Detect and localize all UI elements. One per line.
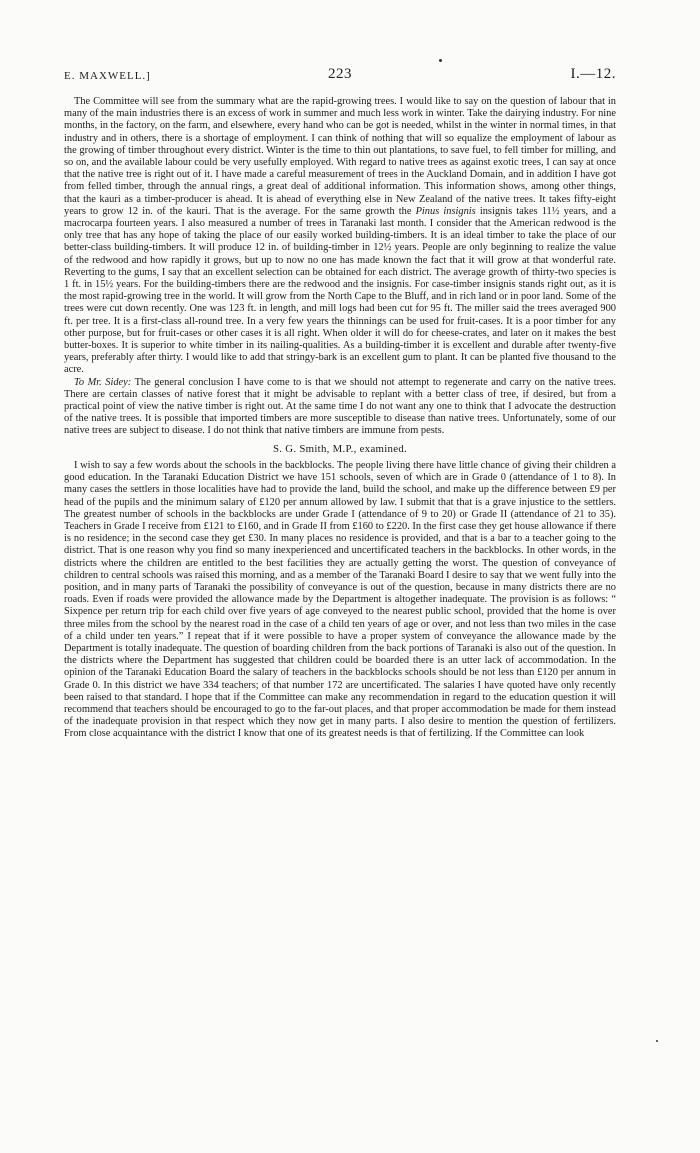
species-name: Pinus insignis <box>415 205 476 217</box>
section-heading: S. G. Smith, M.P., examined. <box>272 442 408 455</box>
document-reference: I.—12. <box>570 66 616 82</box>
paragraph-growth-rates: The Committee will see from the summary what are the rapid-growing trees. I would like to say on the question of labour that in many of the main industries there is an excess of work in summer and much less work in winter. Take the dairying industry. For nine months, in the factory, on the farm, and elsewhere, every hand who can be got is needed, whilst in the winter in normal times, in that industry and in others, there is a shortage of employment. I can think of nothing that will so equalize the employment of labour as the growing of timber throughout every district. Winter is the time to thin out plantations, to save fuel, to fell timber for milling, and so on, and the available labour could be very usefully employed. With regard to native trees as against exotic trees, I can say at once that the native tree is right out of it. I have made a careful measurement of trees in the Auckland Domain, and in addition I have got from felled timber, through the annual rings, a great deal of additional information. This information shows, among other things, that the kauri as a timber-producer is ahead. It is ahead of everything else in New Zealand of the native trees. It takes fifty-eight years to grow 12 in. of the kauri. That is the average. For the same growth the Pinus insignis insignis takes 11½ years, and a macrocarpa fourteen years. I also measured a number of trees in Taranaki last month. I consider that the American redwood is the only tree that has any hope of taking the place of our easily worked building-timbers. It is an ideal timber to take the place of our better-class building-timbers. It will produce 12 in. of building-timber in 12½ years. People are only beginning to realize the value of the redwood and how rapidly it grows, but up to now no one has made known the fact that it will grow at that wonderful rate. Reverting to the gums, I say that an excellent selection can be obtained for each district. The average growth of thirty-two species is 1 ft. in 15½ years. For the building-timbers there are the redwood and the insignis. For case-timber insignis stands right out, as it is the most rapid-growing tree in the world. It will grow from the North Cape to the Bluff, and in rich land or in poor land. Some of the trees were cut down recently. One was 123 ft. in length, and mill logs had been cut for 95 ft. The miller said the trees averaged 900 ft. per tree. It is a first-class all-round tree. In a very few years the thinnings can be used for fruit-cases. It is a poor timber for any other purpose, but for fruit-cases or other cases it is all right. When older it will do for cheese-crates, and later on it makes the best butter-boxes. It is superior to white timber in its nailing-qualities. As a building-timber it is excellent and durable after twenty-five years, preferably after thirty. I would like to add that stringy-bark is an excellent gum to plant. It can be planted five thousand to the acre. <box>64 96 616 376</box>
page-body <box>64 96 616 741</box>
header-author: E. MAXWELL.] <box>64 70 151 82</box>
document-page <box>64 66 616 741</box>
page-number: 223 <box>328 66 352 82</box>
paragraph-conclusion: To Mr. Sidey: The general conclusion I have come to is that we should not attempt to regenerate and carry on the native trees. There are certain classes of native forest that it might be advisable to replant with a better class of tree, if desired, but from a practical point of view the native timber is right out. At the same time I do not want any one to think that I advocate the destruction of the native trees. It is possible that imported timbers are more susceptible to disease than native trees. Unfortunately, some of our native trees are subject to disease. I do not think that native timbers are immune from pests. <box>64 376 616 437</box>
speaker-prompt: To Mr. Sidey: <box>74 376 132 388</box>
paragraph-schools: I wish to say a few words about the schools in the backblocks. The people living there have little chance of giving their children a good education. In the Taranaki Education District we have 151 schools, seven of which are in Grade 0 (attendance of 1 to 8). In many cases the settlers in those localities have had to provide the land, build the school, and make up the difference between £9 per head of the pupils and the minimum salary of £120 per annum allowed by law. I submit that that is a grave injustice to the settlers. The greatest number of schools in the backblocks are under Grade I (attendance of 9 to 20) or Grade II (attendance of 21 to 35). Teachers in Grade I receive from £121 to £160, and in Grade II from £160 to £220. In the first case they get house allowance if there is no residence; in the second case they get £30. In many places no residence is provided, and that is a bar to a teacher going to the district. That is one reason why you find so many inexperienced and uncertificated teachers in the backblocks. In other words, in the districts where the children are entitled to the best facilities they are actually getting the worst. The question of conveyance of children to central schools was raised this morning, and as a member of the Taranaki Board I desire to say that we went fully into the position, and in many parts of Taranaki the possibility of conveyance is out of the question, because in many districts there are no roads. Even if roads were provided the allowance made by the Department is altogether inadequate. The provision is as follows: “ Sixpence per return trip for each child over five years of age conveyed to the nearest public school, provided that the home is over three miles from the school by the nearest road in the case of a child ten years of age or over, and not less than two miles in the case of a child under ten years.” I repeat that if it were possible to have a proper system of conveyance the allowance made by the Department is totally inadequate. The question of boarding children from the back portions of Taranaki is also out of the question. In the districts where the Department has suggested that children could be boarded there is an utter lack of accommodation. In the opinion of the Taranaki Education Board the salary of teachers in the backblocks schools should be not less than £120 per annum in Grade 0. In this district we have 334 teachers; of that number 172 are uncertificated. The salaries I have quoted have only recently been raised to that standard. I hope that if the Committee can make any recommendation in regard to the education question it will recommend that teachers should be encouraged to go to the far-out places, and that proper accommodation be made for them instead of the inadequate provision in that respect which they now get in many parts. I also desire to mention the question of fertilizers. From close acquaintance with the district I know that one of its greatest needs is that of fertilizing. If the Committee can look <box>64 459 616 740</box>
print-speck <box>439 59 442 62</box>
running-header <box>64 66 616 88</box>
print-speck <box>656 1040 658 1042</box>
